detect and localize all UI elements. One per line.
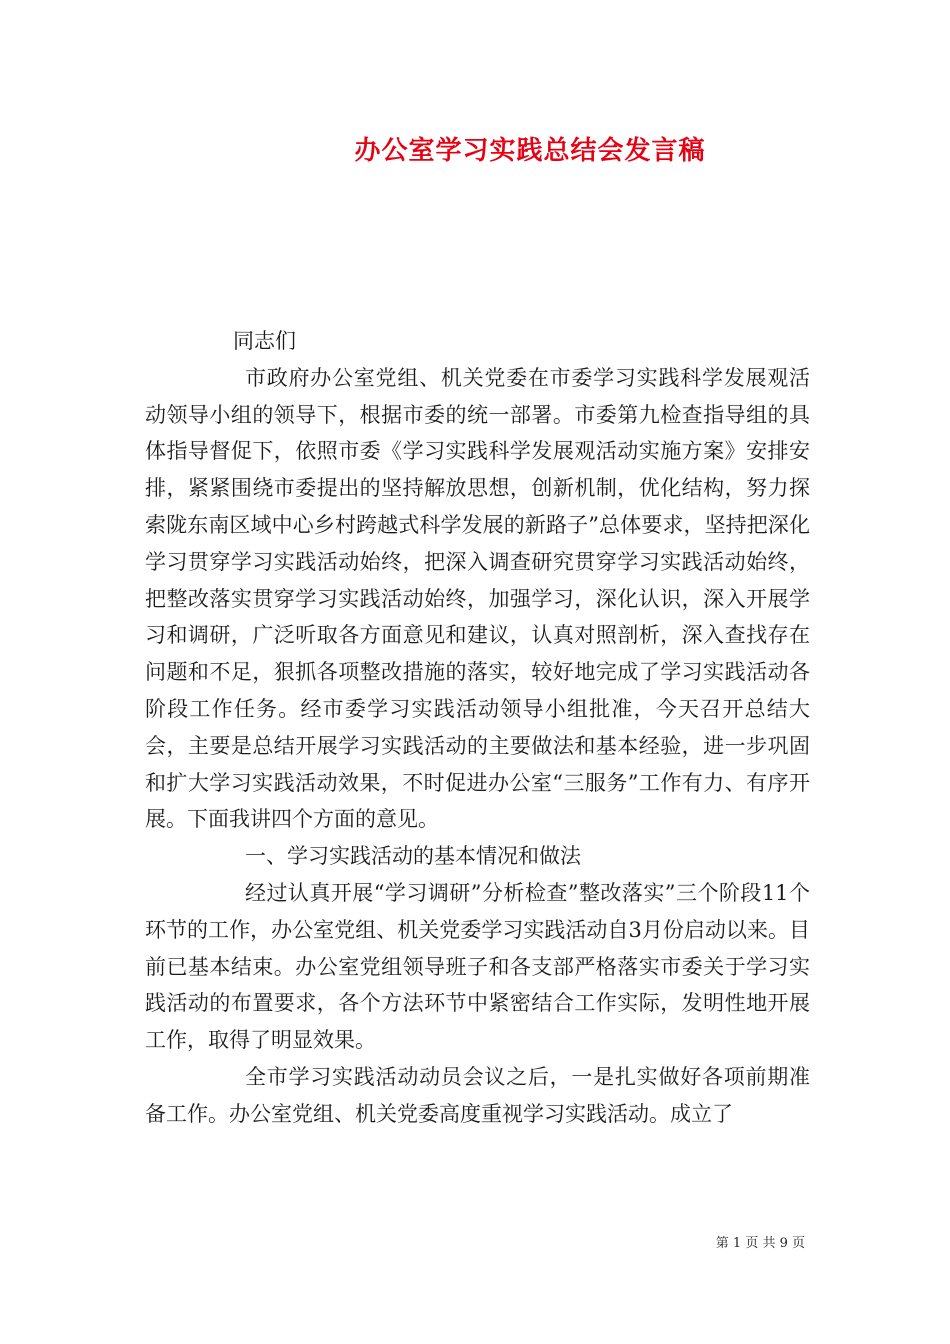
document-body <box>145 323 810 1133</box>
paragraph-2: 经过认真开展“学习调研”分析检查”整改落实”三个阶段11个环节的工作，办公室党组、机关党委学习实践活动自3月份启动以来。目前已基本结束。办公室党组领导班子和各支部严格落实市委关于学习实践活动的布置要求，各个方法环节中紧密结合工作实际，发明性地开展工作，取得了明显效果。 <box>145 880 810 1053</box>
paragraph-3: 全市学习实践活动动员会议之后，一是扎实做好各项前期准备工作。办公室党组、机关党委高度重视学习实践活动。成立了 <box>145 1064 810 1126</box>
page-indicator: 第 1 页 共 9 页 <box>715 1236 805 1251</box>
paragraph-1: 市政府办公室党组、机关党委在市委学习实践科学发展观活动领导小组的领导下，根据市委的统一部署。市委第九检查指导组的具体指导督促下，依照市委《学习实践科学发展观活动实施方案》安排安排，紧紧围绕市委提出的坚持解放思想，创新机制，优化结构，努力探索陇东南区域中心乡村跨越式科学发展的新路子”总体要求，坚持把深化学习贯穿学习实践活动始终，把深入调查研究贯穿学习实践活动始终，把整改落实贯穿学习实践活动始终，加强学习，深化认识，深入开展学习和调研，广泛听取各方面意见和建议，认真对照剖析，深入查找存在问题和不足，狠抓各项整改措施的落实，较好地完成了学习实践活动各阶段工作任务。经市委学习实践活动领导小组批准，今天召开总结大会，主要是总结开展学习实践活动的主要做法和基本经验，进一步巩固和扩大学习实践活动效果，不时促进办公室“三服务”工作有力、有序开展。下面我讲四个方面的意见。 <box>145 365 810 832</box>
section-heading-1: 一、学习实践活动的基本情况和做法 <box>245 844 581 869</box>
document-title: 办公室学习实践总结会发言稿 <box>354 136 706 166</box>
salutation: 同志们 <box>233 329 296 353</box>
